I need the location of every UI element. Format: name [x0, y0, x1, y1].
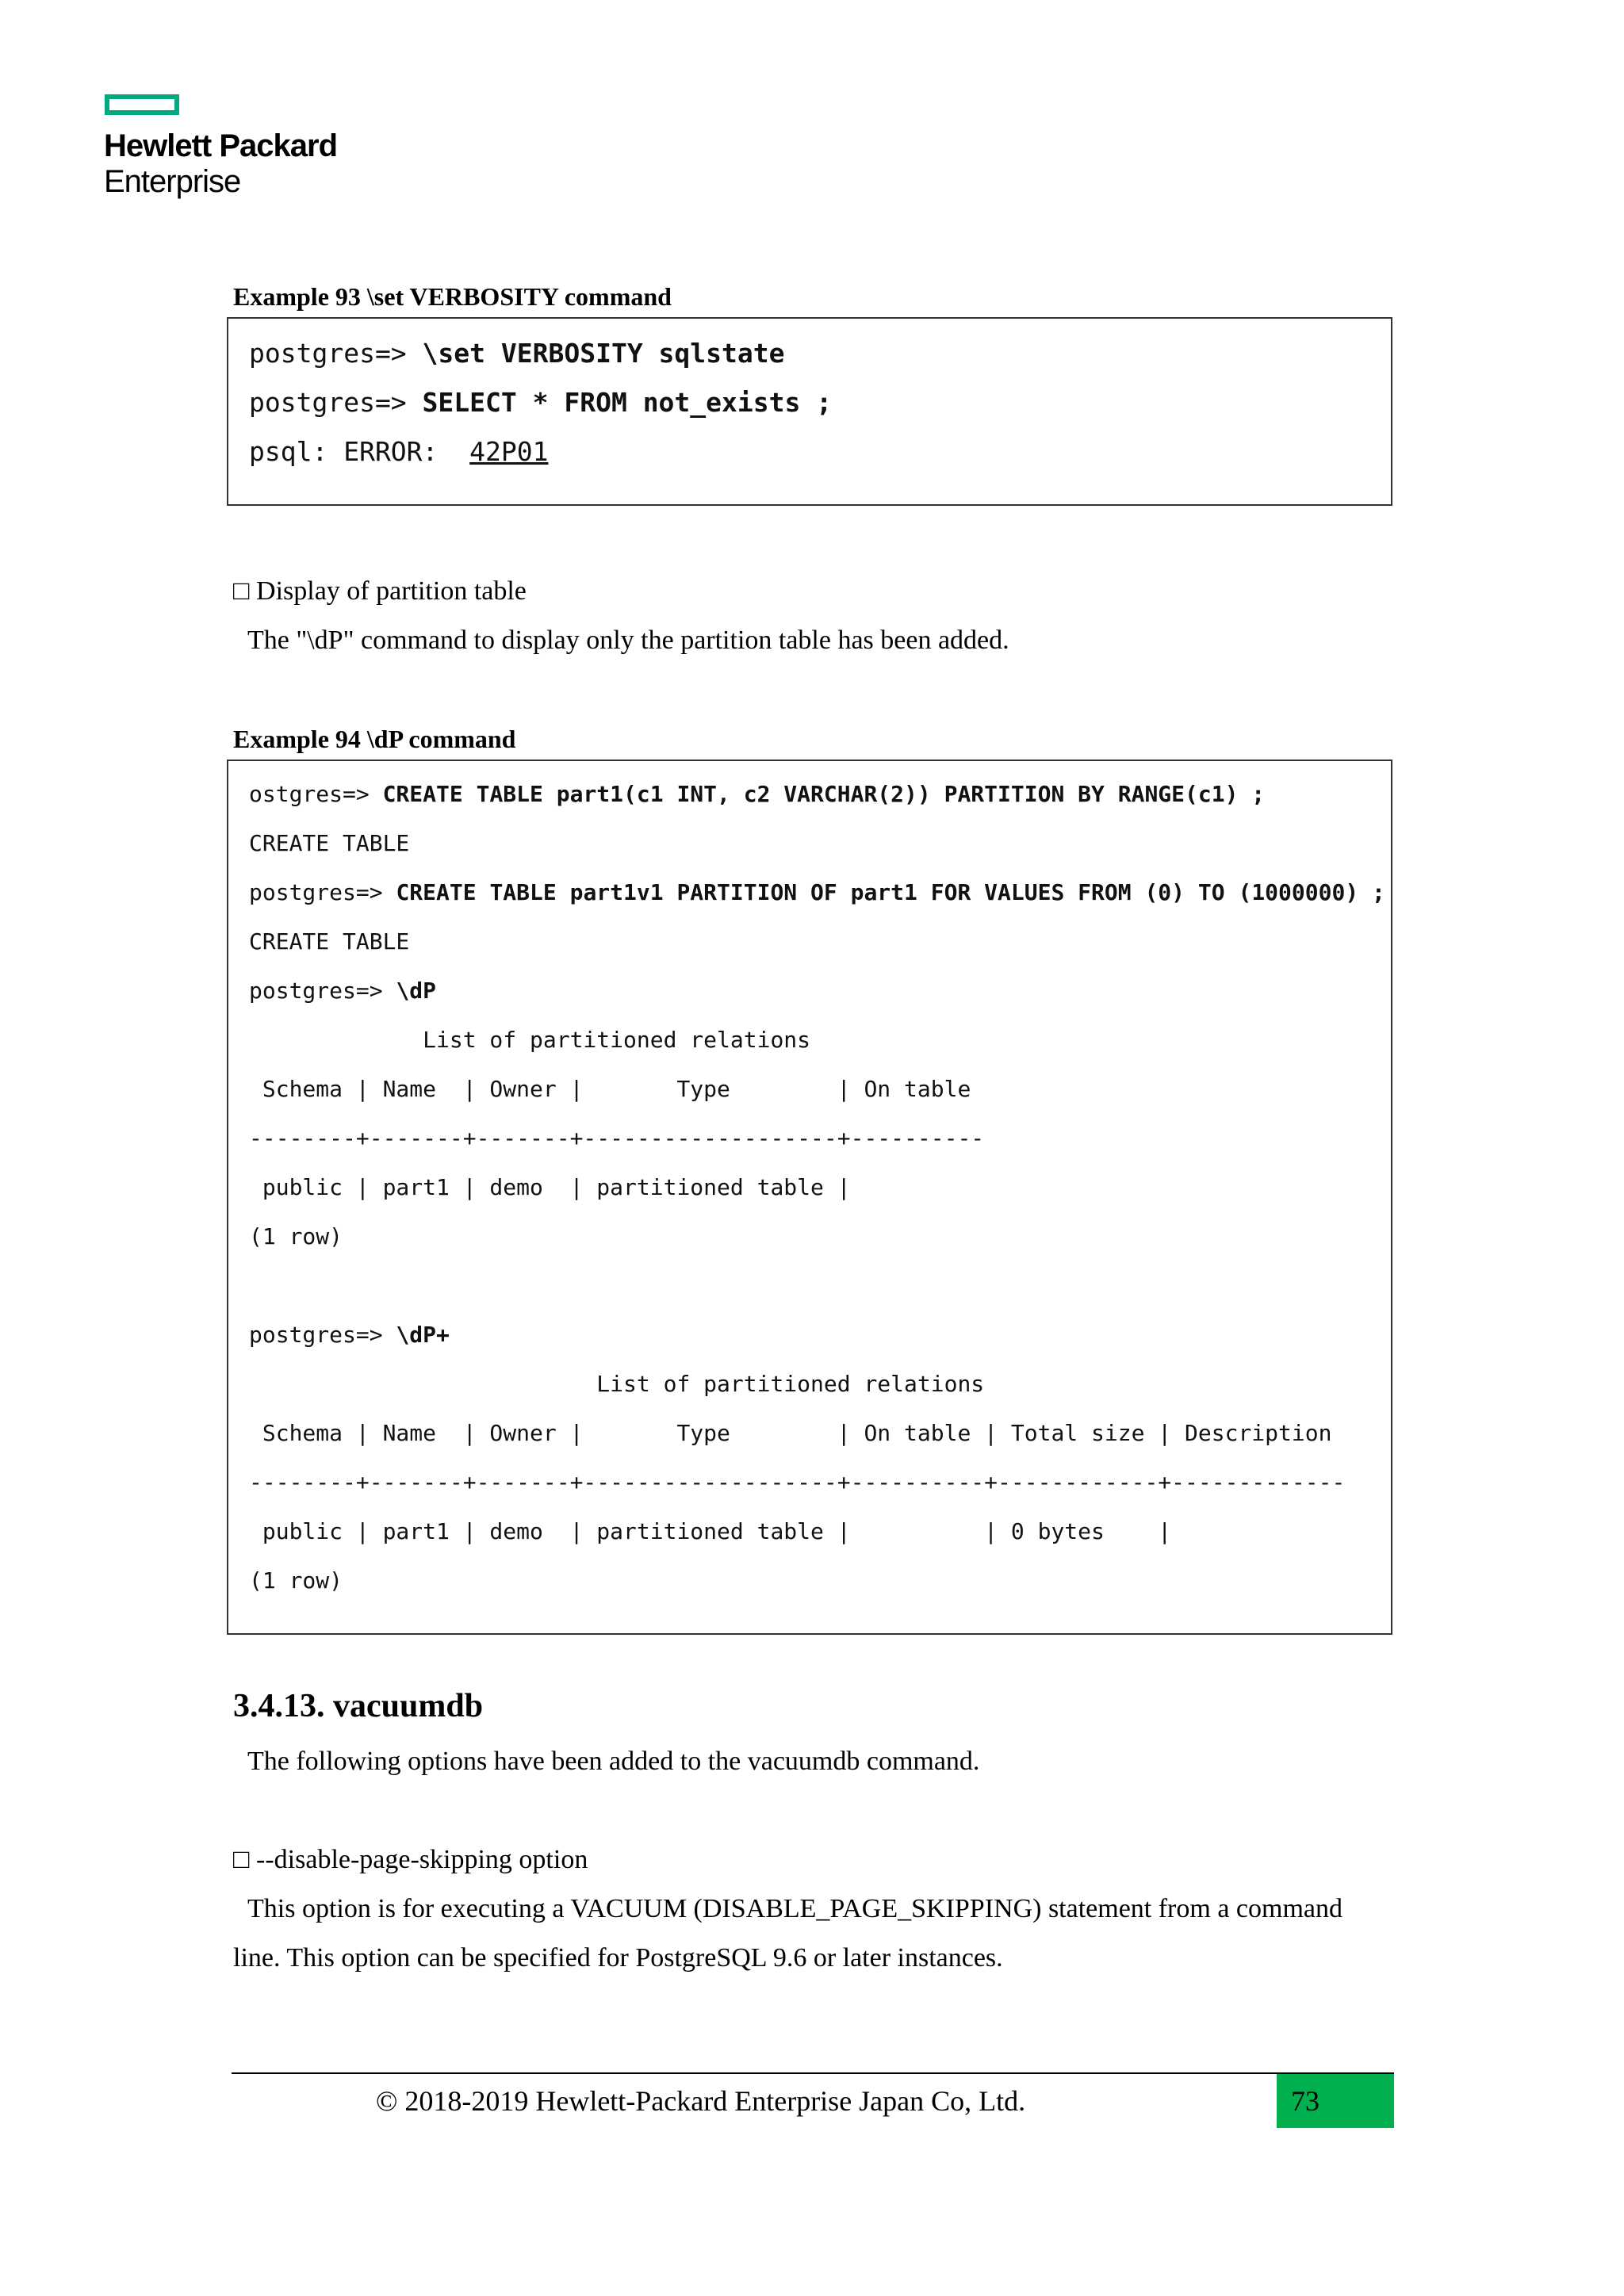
code-line: --------+-------+-------+-------------------+----------+------------+------------- — [249, 1469, 1346, 1495]
code-line: (1 row) — [249, 1223, 343, 1249]
code-line: psql: ERROR: 42P01 — [249, 436, 549, 467]
example-93-code-box — [227, 317, 1392, 506]
example-94-code-box — [227, 760, 1392, 1635]
code-line: postgres=> SELECT * FROM not_exists ; — [249, 387, 833, 418]
footer-copyright: © 2018-2019 Hewlett-Packard Enterprise Japan Co, Ltd. — [376, 2085, 1026, 2117]
code-line: postgres=> \set VERBOSITY sqlstate — [249, 338, 785, 369]
code-line: List of partitioned relations — [249, 1371, 985, 1397]
code-line: postgres=> \dP+ — [249, 1322, 450, 1348]
section-heading: 3.4.13. vacuumdb — [233, 1688, 484, 1724]
page-number: 73 — [1291, 2085, 1320, 2117]
code-line: public | part1 | demo | partitioned table | | 0 bytes | — [249, 1518, 1172, 1544]
code-line: Schema | Name | Owner | Type | On table | Total size | Description — [249, 1420, 1332, 1446]
example-94-caption: Example 94 \dP command — [233, 725, 516, 753]
code-line: ostgres=> CREATE TABLE part1(c1 INT, c2 VARCHAR(2)) PARTITION BY RANGE(c1) ; — [249, 781, 1266, 807]
page-number-badge — [1277, 2074, 1394, 2128]
hpe-logo-rectangle-icon — [105, 94, 179, 115]
section-intro: The following options have been added to the vacuumdb command. — [247, 1747, 980, 1776]
code-line: (1 row) — [249, 1567, 343, 1594]
code-line: public | part1 | demo | partitioned table | — [249, 1174, 851, 1200]
code-line: CREATE TABLE — [249, 830, 410, 856]
code-line: postgres=> \dP — [249, 978, 437, 1004]
logo-line-2: Enterprise — [104, 164, 241, 199]
option-paragraph-line-2: line. This option can be specified for PostgreSQL 9.6 or later instances. — [233, 1943, 1003, 1973]
partition-text: The "\dP" command to display only the partition table has been added. — [247, 626, 1009, 655]
code-line: postgres=> CREATE TABLE part1v1 PARTITION OF part1 FOR VALUES FROM (0) TO (1000000) ; — [249, 879, 1385, 905]
footer-divider — [232, 2072, 1394, 2074]
code-line: --------+-------+-------+-------------------+---------- — [249, 1125, 985, 1151]
partition-bullet: □ Display of partition table — [233, 576, 527, 606]
option-paragraph-line-1: This option is for executing a VACUUM (DISABLE_PAGE_SKIPPING) statement from a command — [247, 1894, 1342, 1923]
code-line: CREATE TABLE — [249, 928, 410, 955]
option-bullet: □ --disable-page-skipping option — [233, 1845, 588, 1874]
logo-line-1: Hewlett Packard — [104, 128, 338, 163]
code-line: Schema | Name | Owner | Type | On table — [249, 1076, 971, 1102]
example-93-caption: Example 93 \set VERBOSITY command — [233, 282, 672, 311]
code-line: List of partitioned relations — [249, 1027, 811, 1053]
